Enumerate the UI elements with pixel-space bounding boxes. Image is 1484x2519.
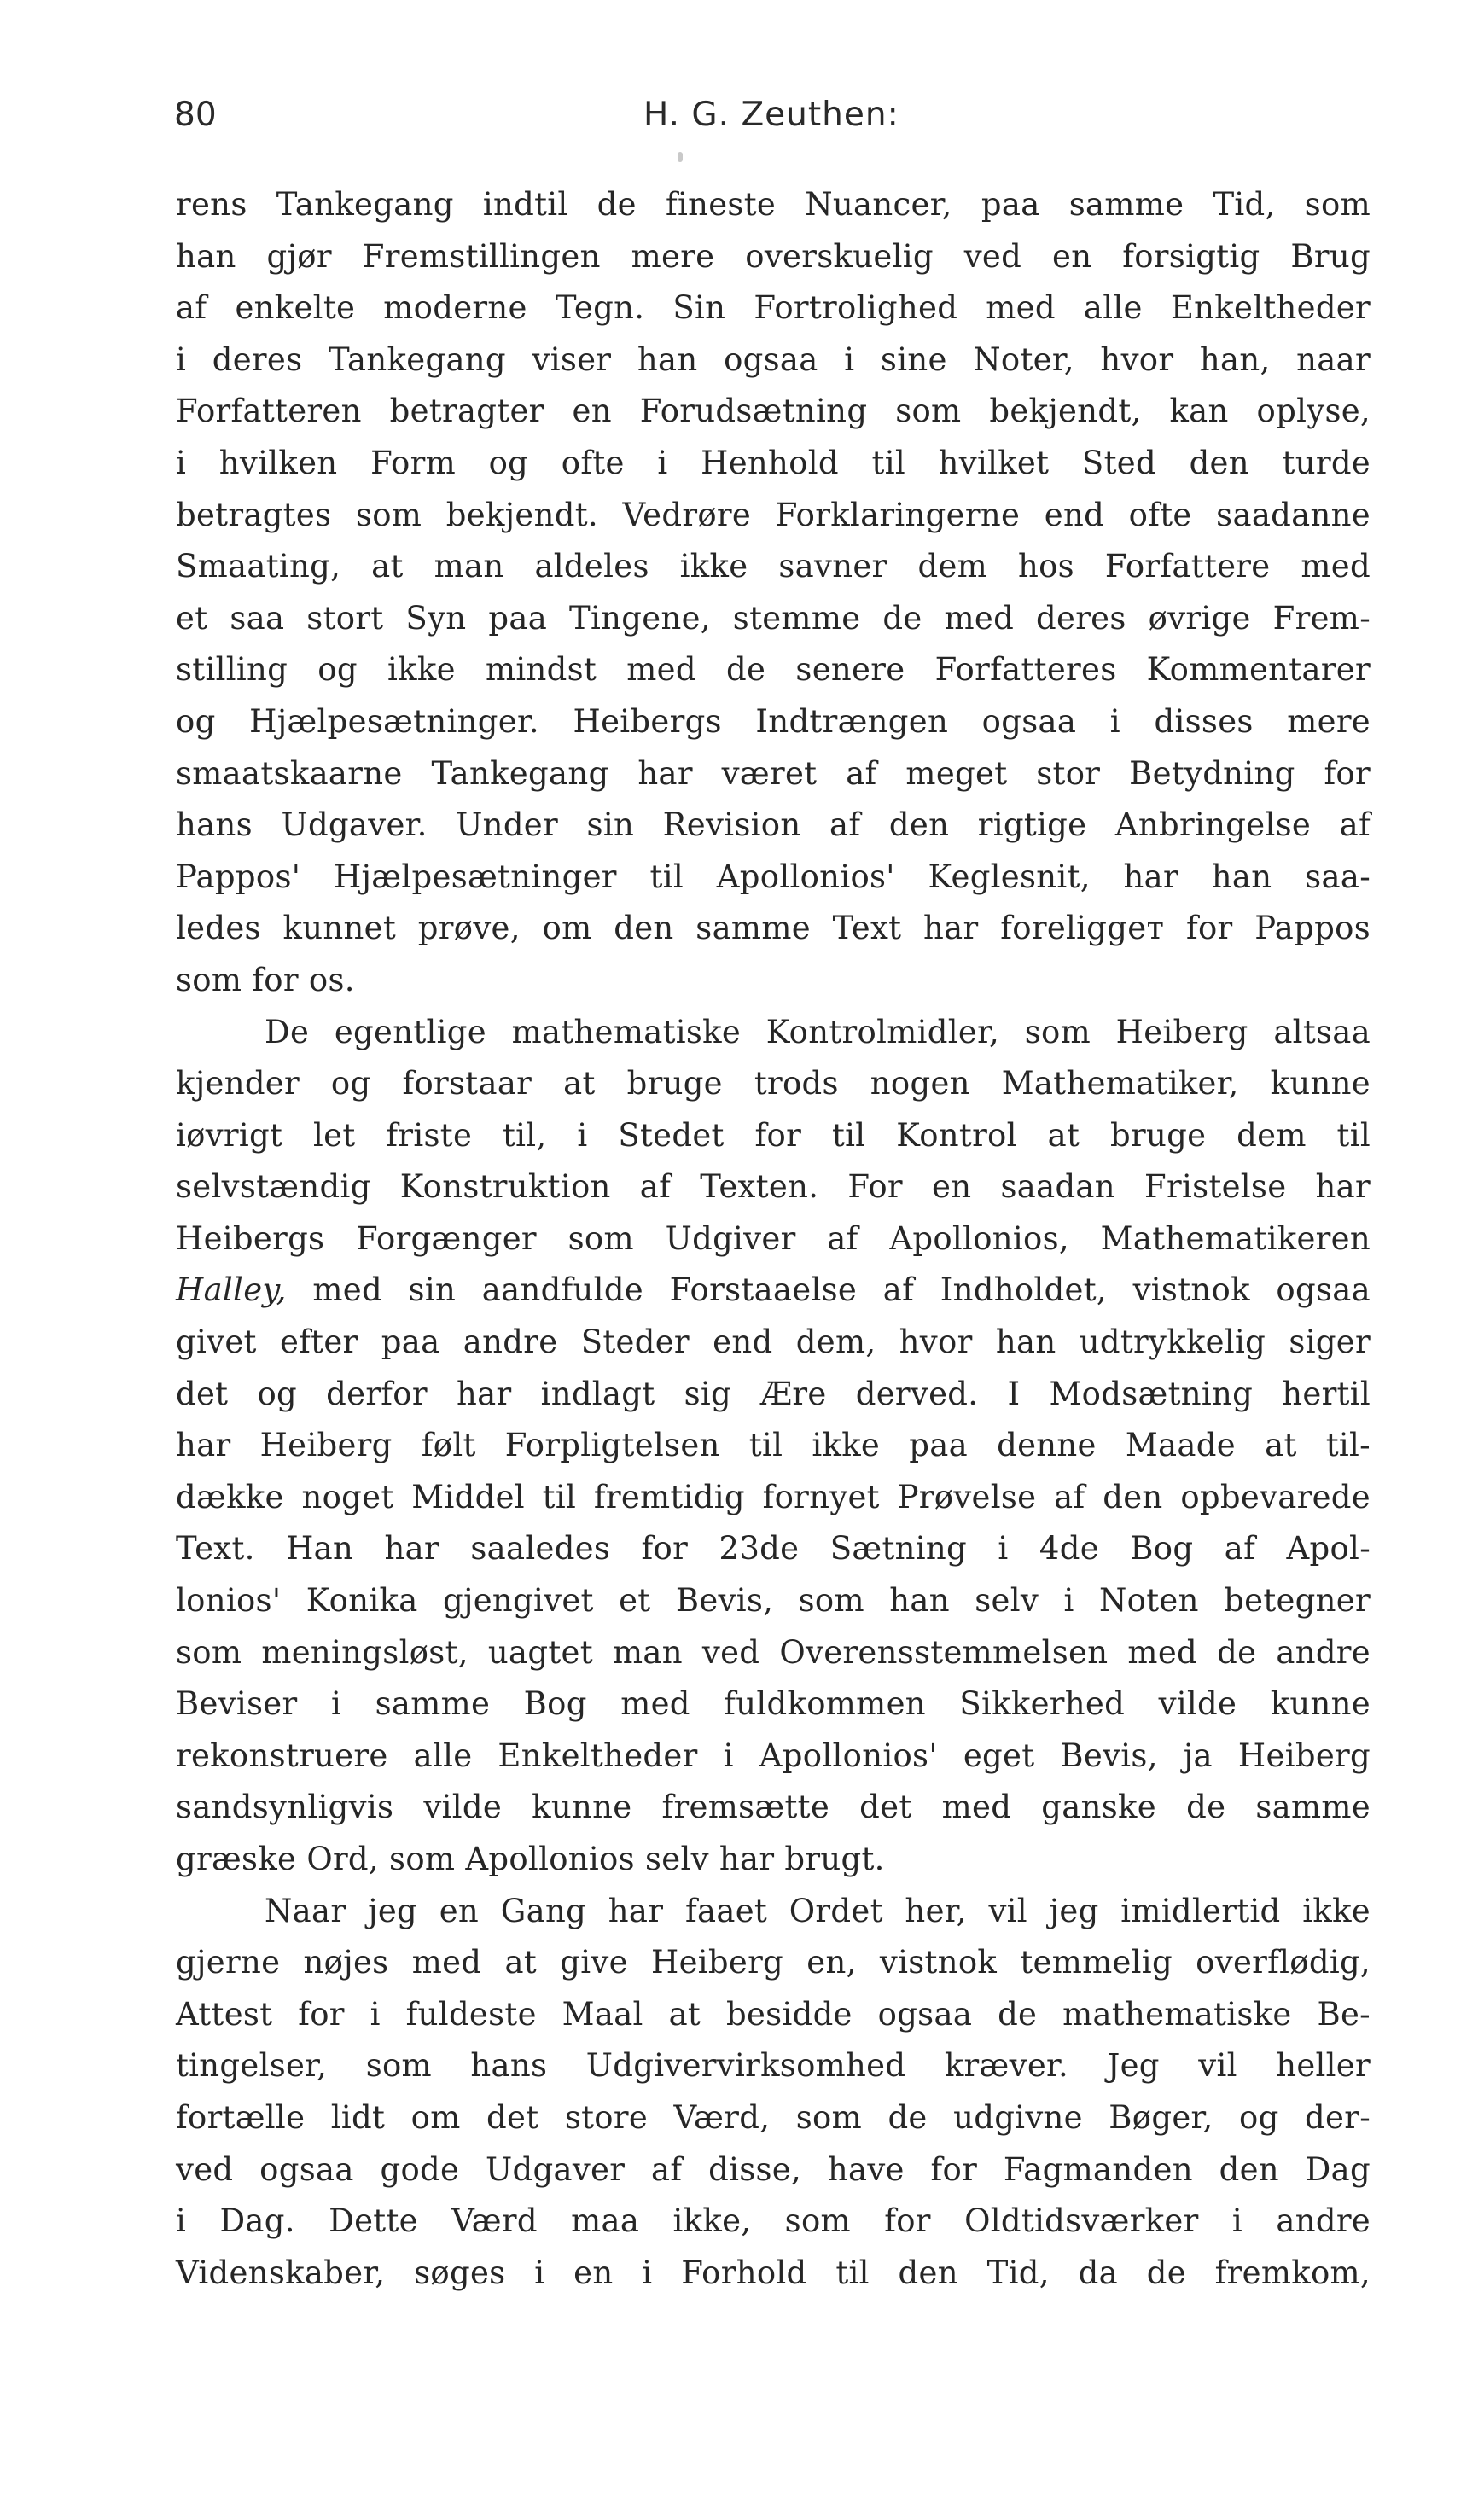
text-line: tingelser, som hans Udgivervirksomhed kræver. Jeg vil heller — [176, 2047, 1371, 2085]
text-line-with-italic — [176, 1265, 1371, 1317]
text-line: givet efter paa andre Steder end dem, hvor han udtrykkelig siger — [176, 1323, 1371, 1361]
paragraph-start-line: Naar jeg en Gang har faaet Ordet her, vil jeg imidlertid ikke — [265, 1892, 1371, 1929]
print-speck — [678, 152, 683, 162]
text-line: Smaating, at man aldeles ikke savner dem hos Forfattere med — [176, 548, 1371, 585]
text-line: i Dag. Dette Værd maa ikke, som for Oldtidsværker i andre — [176, 2202, 1371, 2240]
text-line: det og derfor har indlagt sig Ære derved. I Modsætning hertil — [176, 1375, 1371, 1412]
running-head — [174, 85, 1369, 145]
text-line: ledes kunnet prøve, om den samme Text har foreliggeт for Pappos — [176, 910, 1371, 947]
text-line: rekonstruere alle Enkeltheder i Apollonios' eget Bevis, ja Heiberg — [176, 1737, 1371, 1774]
text-line: dække noget Middel til fremtidig fornyet Prøvelse af den opbevarede — [176, 1478, 1371, 1515]
text-line: af enkelte moderne Tegn. Sin Fortrolighed med alle Enkeltheder — [176, 289, 1371, 327]
paragraph-end-line: som for os. — [176, 961, 355, 998]
text-line: i hvilken Form og ofte i Henhold til hvilket Sted den turde — [176, 444, 1371, 481]
text-line: rens Tankegang indtil de fineste Nuancer, paa samme Tid, som — [176, 186, 1371, 223]
text-line: smaatskaarne Tankegang har været af meget stor Betydning for — [176, 754, 1371, 792]
text-line: iøvrigt let friste til, i Stedet for til Kontrol at bruge dem til — [176, 1116, 1371, 1154]
text-line: ved ogsaa gode Udgaver af disse, have for Fagmanden den Dag — [176, 2150, 1371, 2188]
text-line: et saa stort Syn paa Tingene, stemme de med deres øvrige Frem- — [176, 599, 1371, 637]
running-title: H. G. Zeuthen: — [643, 96, 899, 134]
text-line: lonios' Konika gjengivet et Bevis, som han selv i Noten betegner — [176, 1582, 1371, 1620]
text-line: hans Udgaver. Under sin Revision af den rigtige Anbringelse af — [176, 806, 1371, 844]
text-line: gjerne nøjes med at give Heiberg en, vistnok temmelig overflødig, — [176, 1944, 1371, 1981]
text-line-rest: med sin aandfulde Forstaaelse af Indholdet, vistnok ogsaa — [312, 1271, 1371, 1309]
italic-name: Halley, — [176, 1271, 287, 1309]
text-line: Videnskaber, søges i en i Forhold til den Tid, da de fremkom, — [176, 2254, 1371, 2291]
text-line: fortælle lidt om det store Værd, som de udgivne Bøger, og der- — [176, 2098, 1371, 2136]
text-line: som meningsløst, uagtet man ved Overensstemmelsen med de andre — [176, 1633, 1371, 1671]
text-line: Attest for i fuldeste Maal at besidde ogsaa de mathematiske Be- — [176, 1995, 1371, 2033]
text-line: han gjør Fremstillingen mere overskuelig ved en forsigtig Brug — [176, 237, 1371, 275]
body-text — [176, 179, 1371, 2299]
text-line: Heibergs Forgænger som Udgiver af Apollonios, Mathematikeren — [176, 1219, 1371, 1257]
text-line: Text. Han har saaledes for 23de Sætning i 4de Bog af Apol- — [176, 1530, 1371, 1568]
text-line: stilling og ikke mindst med de senere Forfatteres Kommentarer — [176, 651, 1371, 689]
paragraph-start-line: De egentlige mathematiske Kontrolmidler, som Heiberg altsaa — [265, 1013, 1371, 1050]
text-line: kjender og forstaar at bruge trods nogen Mathematiker, kunne — [176, 1065, 1371, 1102]
text-line: selvstændig Konstruktion af Texten. For en saadan Fristelse har — [176, 1168, 1371, 1206]
text-line: Forfatteren betragter en Forudsætning som bekjendt, kan oplyse, — [176, 393, 1371, 430]
text-line: betragtes som bekjendt. Vedrøre Forklaringerne end ofte saadanne — [176, 496, 1371, 533]
text-line: Pappos' Hjælpesætninger til Apollonios' Keglesnit, har han saa- — [176, 858, 1371, 895]
page-number: 80 — [174, 96, 217, 134]
text-line: og Hjælpesætninger. Heibergs Indtrængen ogsaa i disses mere — [176, 702, 1371, 740]
paragraph-end-line: græske Ord, som Apollonios selv har brugt. — [176, 1841, 885, 1877]
text-line: har Heiberg følt Forpligtelsen til ikke paa denne Maade at til- — [176, 1427, 1371, 1464]
text-line: i deres Tankegang viser han ogsaa i sine Noter, hvor han, naar — [176, 340, 1371, 378]
text-line: sandsynligvis vilde kunne fremsætte det med ganske de samme — [176, 1789, 1371, 1826]
text-line: Beviser i samme Bog med fuldkommen Sikkerhed vilde kunne — [176, 1685, 1371, 1723]
